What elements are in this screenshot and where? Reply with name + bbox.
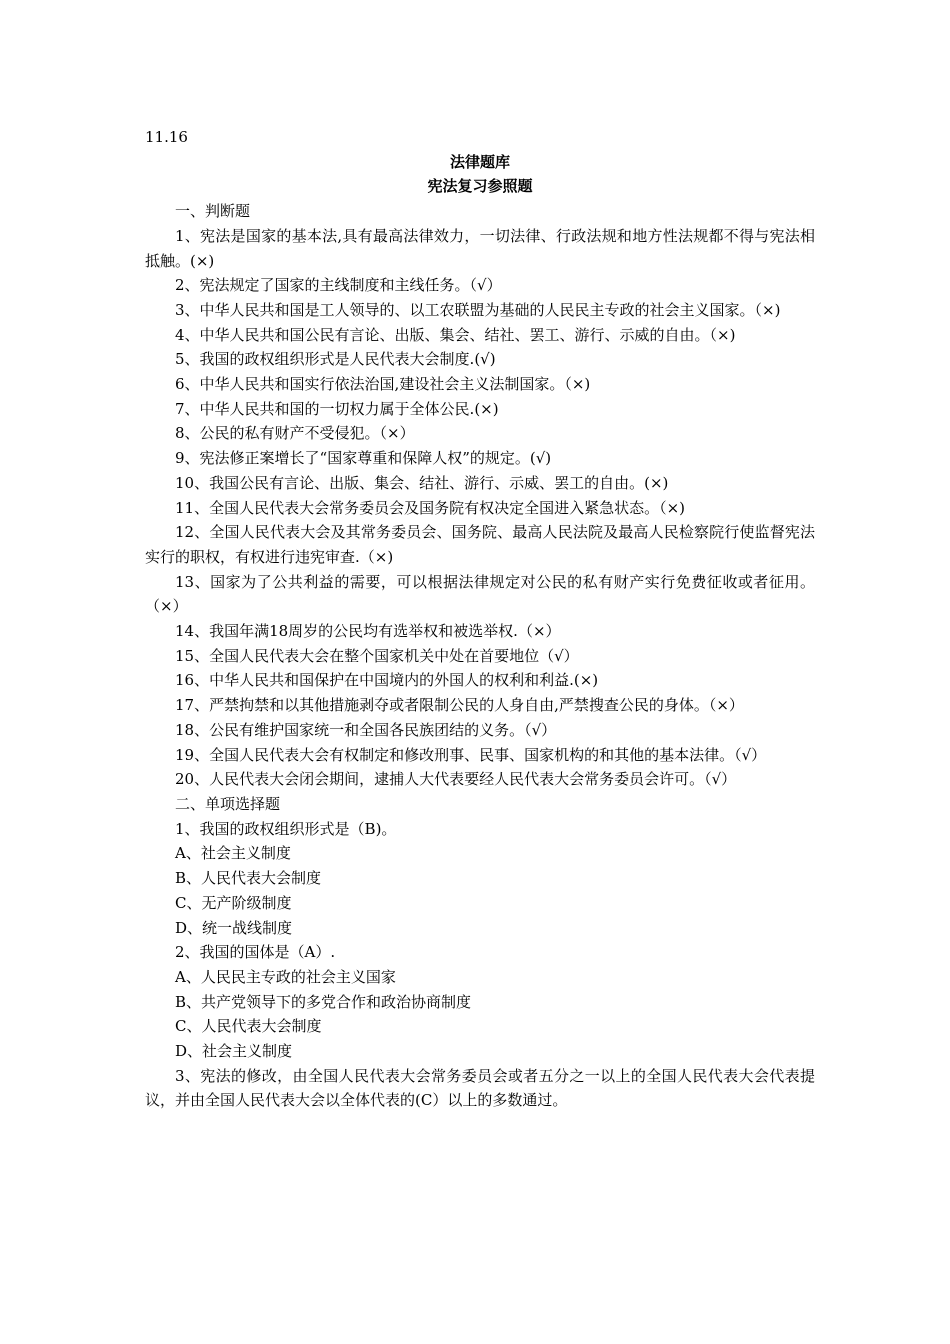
- choice-question: 2、我国的国体是（A）.: [175, 943, 336, 962]
- true-false-item: 15、全国人民代表大会在整个国家机关中处在首要地位（√）: [175, 646, 579, 665]
- true-false-item: 2、宪法规定了国家的主线制度和主线任务。（√）: [175, 276, 502, 295]
- true-false-item: 1、宪法是国家的基本法,具有最高法律效力，一切法律、行政法规和地方性法规都不得与宪法相抵触。(×): [145, 226, 815, 270]
- true-false-item: 4、中华人民共和国公民有言论、出版、集会、结社、罢工、游行、示威的自由。（×): [175, 325, 736, 344]
- choice-question: 3、宪法的修改，由全国人民代表大会常务委员会或者五分之一以上的全国人民代表大会代表提议，并由全国人民代表大会以全体代表的(C）以上的多数通过。: [145, 1066, 815, 1110]
- true-false-item: 18、公民有维护国家统一和全国各民族团结的义务。（√）: [175, 720, 557, 739]
- choice-option: A、社会主义制度: [175, 844, 291, 863]
- true-false-item: 8、公民的私有财产不受侵犯。（×）: [175, 424, 415, 443]
- true-false-item: 3、中华人民共和国是工人领导的、以工农联盟为基础的人民民主专政的社会主义国家。（×): [175, 300, 781, 319]
- true-false-item: 19、全国人民代表大会有权制定和修改刑事、民事、国家机构的和其他的基本法律。（√）: [175, 745, 767, 764]
- choice-option: C、无产阶级制度: [175, 893, 292, 912]
- true-false-item: 14、我国年满18周岁的公民均有选举权和被选举权.（×）: [175, 622, 561, 641]
- true-false-item: 16、中华人民共和国保护在中国境内的外国人的权利和利益.(×): [175, 671, 599, 690]
- document-page: [145, 125, 815, 1113]
- choice-option: B、人民代表大会制度: [175, 869, 322, 888]
- true-false-list: [145, 224, 815, 792]
- true-false-item: 5、我国的政权组织形式是人民代表大会制度.(√): [175, 350, 496, 369]
- section-heading-single-choice: 二、单项选择题: [175, 794, 281, 813]
- choice-option: D、统一战线制度: [175, 918, 293, 937]
- true-false-item: 20、人民代表大会闭会期间，逮捕人大代表要经人民代表大会常务委员会许可。（√）: [175, 770, 737, 789]
- choice-option: A、人民民主专政的社会主义国家: [175, 967, 396, 986]
- true-false-item: 12、全国人民代表大会及其常务委员会、国务院、最高人民法院及最高人民检察院行使监督宪法实行的职权，有权进行违宪审查.（×): [145, 523, 815, 566]
- true-false-item: 10、我国公民有言论、出版、集会、结社、游行、示威、罢工的自由。(×): [175, 473, 669, 492]
- document-title: 法律题库: [449, 152, 510, 171]
- section-heading-true-false: 一、判断题: [175, 202, 251, 221]
- choice-question: 1、我国的政权组织形式是（B)。: [175, 819, 397, 838]
- true-false-item: 11、全国人民代表大会常务委员会及国务院有权决定全国进入紧急状态。（×): [175, 498, 686, 517]
- choice-option: D、社会主义制度: [175, 1042, 293, 1061]
- choice-option: C、人民代表大会制度: [175, 1017, 322, 1036]
- single-choice-list: [145, 817, 815, 1113]
- true-false-item: 9、宪法修正案增长了“国家尊重和保障人权”的规定。(√): [175, 449, 552, 468]
- document-date: 11.16: [145, 128, 188, 146]
- true-false-item: 7、中华人民共和国的一切权力属于全体公民.(×): [175, 399, 499, 418]
- true-false-item: 6、中华人民共和国实行依法治国,建设社会主义法制国家。（×): [175, 375, 591, 394]
- choice-option: B、共产党领导下的多党合作和政治协商制度: [175, 992, 472, 1011]
- true-false-item: 17、严禁拘禁和以其他措施剥夺或者限制公民的人身自由,严禁搜查公民的身体。（×）: [175, 696, 744, 715]
- true-false-item: 13、国家为了公共利益的需要，可以根据法律规定对公民的私有财产实行免费征收或者征用。（×）: [145, 572, 815, 616]
- document-subtitle: 宪法复习参照题: [427, 177, 533, 196]
